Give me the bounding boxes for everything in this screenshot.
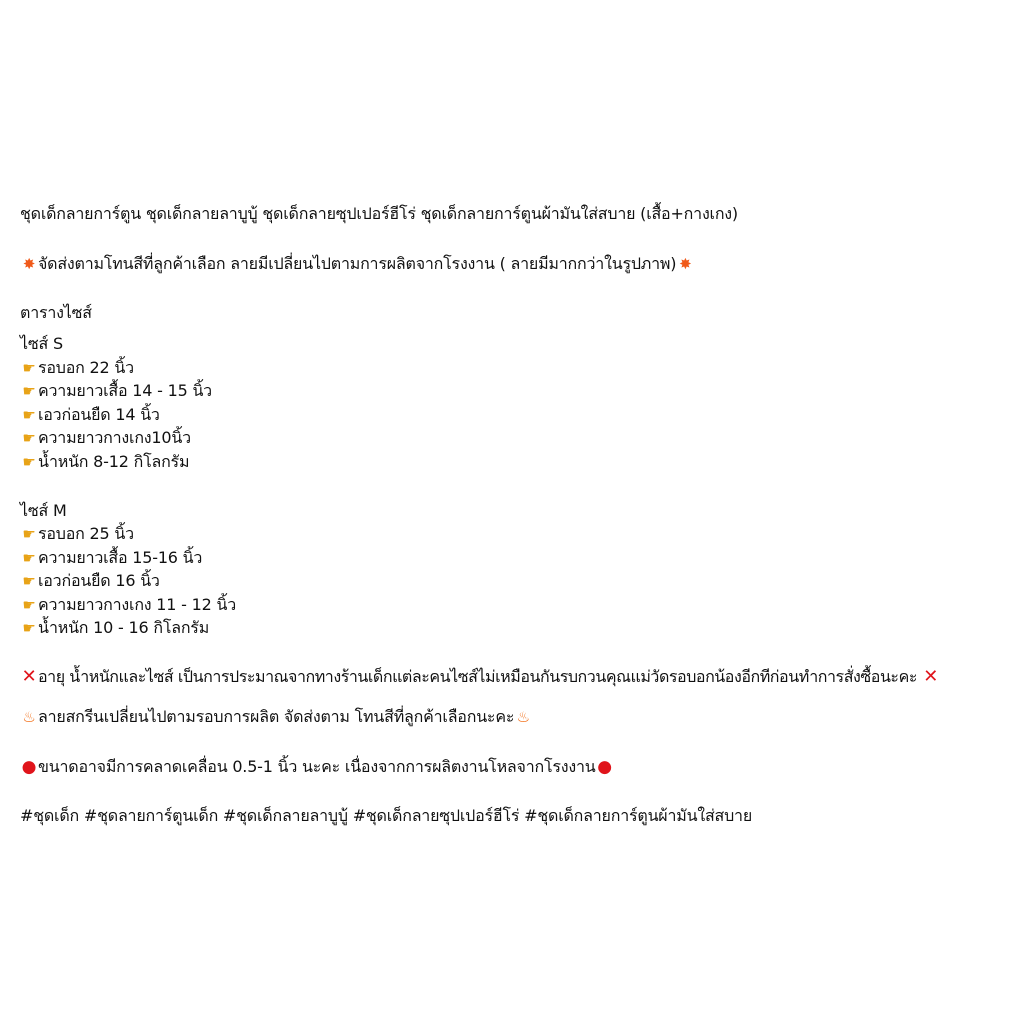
size-m-item: ☛ รอบอก 25 นิ้ว [20, 523, 134, 545]
pointing-hand-icon: ☛ [22, 619, 36, 637]
size-m-item: ☛ ความยาวเสื้อ 15-16 นิ้ว [20, 547, 202, 569]
size-m-item: ☛ น้ำหนัก 10 - 16 กิโลกรัม [20, 617, 209, 639]
size-s-item: ☛ น้ำหนัก 8-12 กิโลกรัม [20, 451, 189, 473]
tolerance-note-text: ขนาดอาจมีการคลาดเคลื่อน 0.5-1 นิ้ว นะคะ เนื่องจากการผลิตงานโหลจากโรงงาน [38, 757, 596, 776]
print-note [20, 706, 532, 728]
pointing-hand-icon: ☛ [22, 453, 36, 471]
pointing-hand-icon: ☛ [22, 429, 36, 447]
product-title: ชุดเด็กลายการ์ตูน ชุดเด็กลายลาบูบู้ ชุดเด็กลายซุปเปอร์ฮีโร่ ชุดเด็กลายการ์ตูนผ้ามันใส่สบาย (เสื้อ+กางเกง) [20, 204, 738, 223]
print-note-text: ลายสกรีนเปลี่ยนไปตามรอบการผลิต จัดส่งตาม โทนสีที่ลูกค้าเลือกนะคะ [38, 707, 515, 726]
size-m-item: ☛ ความยาวกางเกง 11 - 12 นิ้ว [20, 594, 236, 616]
size-s-item: ☛ รอบอก 22 นิ้ว [20, 357, 134, 379]
pointing-hand-icon: ☛ [22, 406, 36, 424]
size-s-item: ☛ ความยาวเสื้อ 14 - 15 นิ้ว [20, 380, 212, 402]
pointing-hand-icon: ☛ [22, 525, 36, 543]
pointing-hand-icon: ☛ [22, 572, 36, 590]
collision-spark-icon: ✸ [679, 255, 692, 273]
size-s-item: ☛ ความยาวกางเกง10นิ้ว [20, 427, 191, 449]
tolerance-note [20, 756, 614, 778]
pointing-hand-icon: ☛ [22, 382, 36, 400]
pointing-hand-icon: ☛ [22, 549, 36, 567]
size-s-heading: ไซส์ S [20, 334, 63, 353]
size-s-item: ☛ เอวก่อนยืด 14 นิ้ว [20, 404, 160, 426]
pointing-hand-icon: ☛ [22, 596, 36, 614]
fire-icon: ♨ [516, 708, 530, 726]
red-circle-icon: ● [597, 757, 612, 777]
cross-mark-icon: ✕ [21, 666, 37, 687]
shipping-note [20, 253, 694, 275]
cross-mark-icon: ✕ [923, 666, 938, 687]
warning-note-text: อายุ น้ำหนักและไซส์ เป็นการประมาณจากทางร้านเด็กแต่ละคนไซส์ไม่เหมือนกันรบกวนคุณแม่วัดรอบอกน้องอีกทีก่อนทำการสั่งซื้อนะคะ [38, 667, 917, 686]
collision-spark-icon: ✸ [22, 255, 36, 273]
size-m-item: ☛ เอวก่อนยืด 16 นิ้ว [20, 570, 160, 592]
size-table-heading: ตารางไซส์ [20, 303, 92, 322]
hashtags: #ชุดเด็ก #ชุดลายการ์ตูนเด็ก #ชุดเด็กลายลาบูบู้ #ชุดเด็กลายซุปเปอร์ฮีโร่ #ชุดเด็กลายการ์ตูนผ้ามันใส่สบาย [20, 806, 753, 825]
warning-note [20, 666, 940, 688]
fire-icon: ♨ [22, 708, 36, 726]
size-m-heading: ไซส์ M [20, 501, 67, 520]
shipping-note-text: จัดส่งตามโทนสีที่ลูกค้าเลือก ลายมีเปลี่ยนไปตามการผลิตจากโรงงาน ( ลายมีมากกว่าในรูปภาพ) [38, 254, 677, 273]
red-circle-icon: ● [21, 757, 37, 777]
pointing-hand-icon: ☛ [22, 359, 36, 377]
